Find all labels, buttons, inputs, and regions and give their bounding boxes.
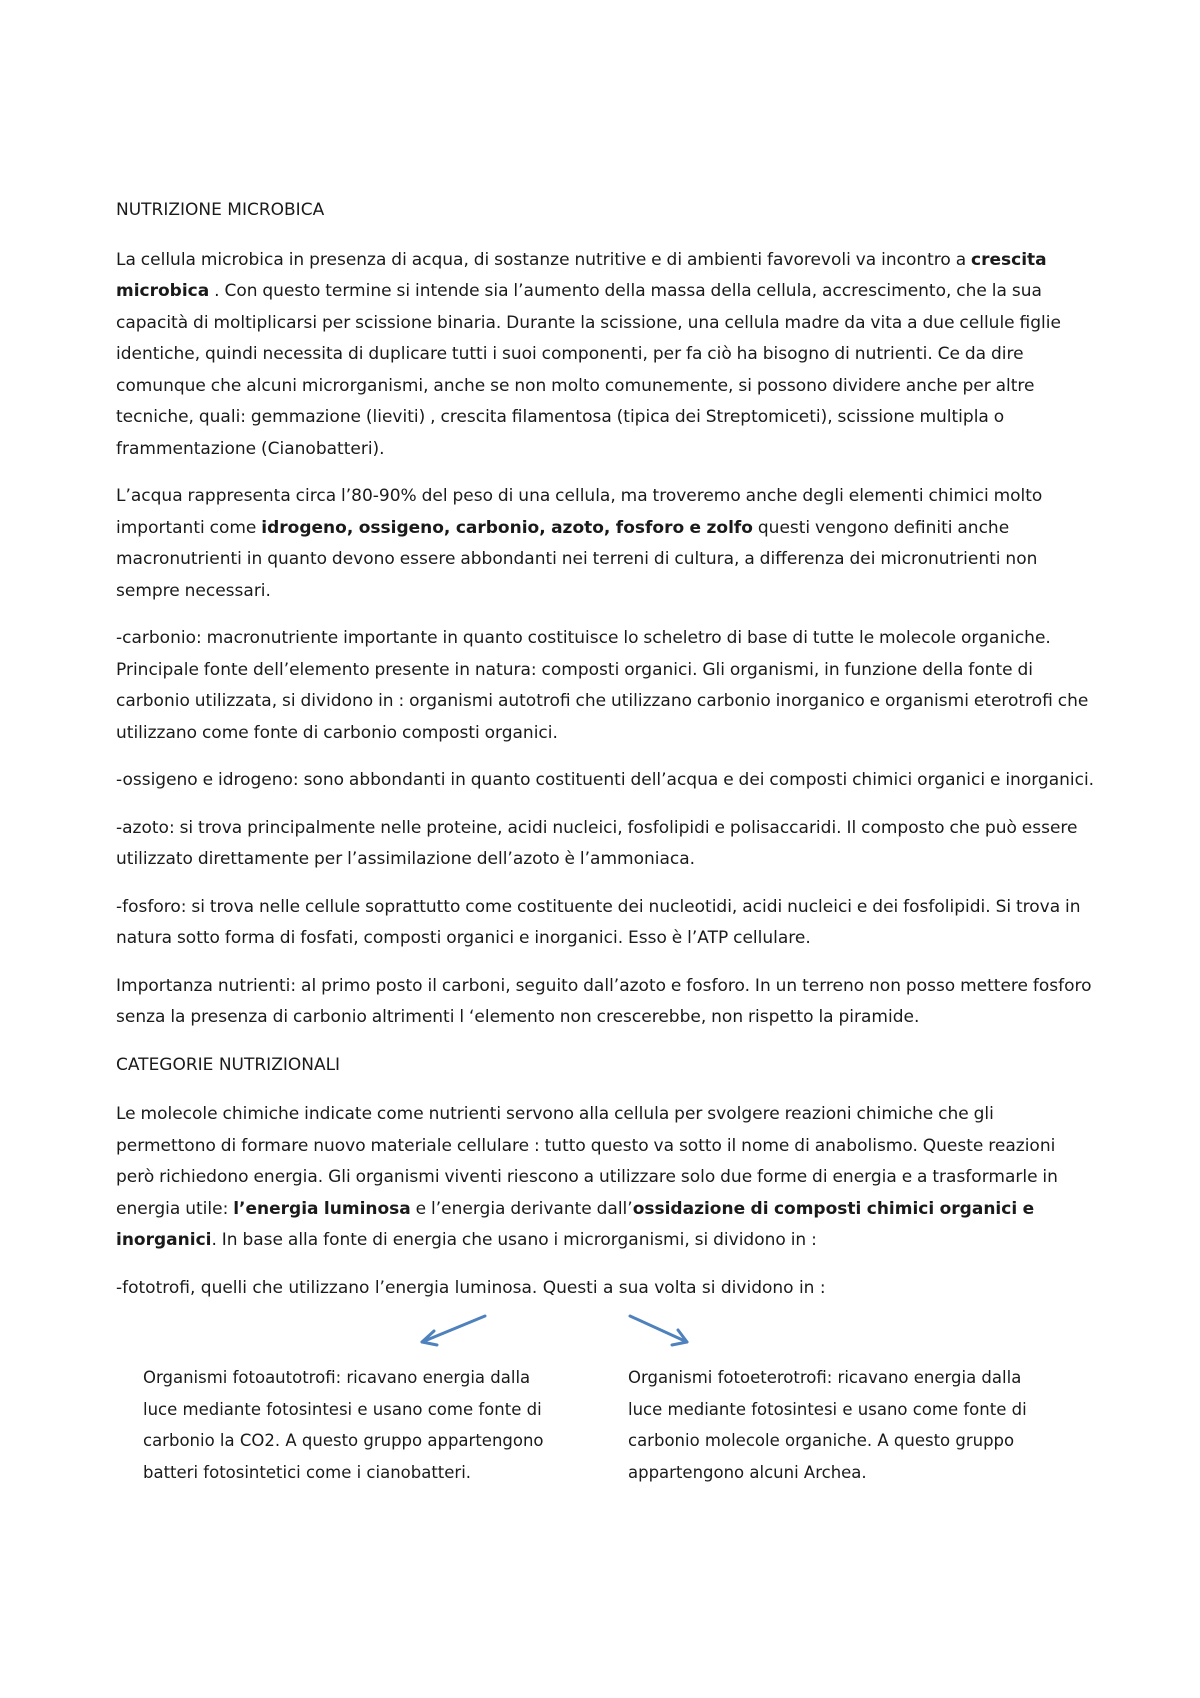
box-fotoautotrofi: Organismi fotoautotrofi: ricavano energia dalla luce mediante fotosintesi e usano come fonte di carbonio la CO2. A questo gruppo appartengono batteri fotosintetici come i cianobatteri. xyxy=(143,1368,544,1482)
paragraph-fosforo: -fosforo: si trova nelle cellule soprattutto come costituente dei nucleotidi, acidi nucleici e dei fosfolipidi. Si trova in natura sotto forma di fosfati, composti organici e inorganici. Esso è l’ATP cellulare. xyxy=(116,896,1081,948)
bold-term: l’energia luminosa xyxy=(233,1198,411,1219)
text-run: . Con questo termine si intende sia l’aumento della massa della cellula, accrescimento, che la sua capacità di moltiplicarsi per scissione binaria. Durante la scissione, una cellula madre da vita a due cellule figlie identiche, quindi necessita di duplicare tutti i suoi componenti, per fa ciò ha bisogno di nutrienti. Ce da dire comunque che alcuni microrganismi, anche se non molto comunemente, si possono dividere anche per altre tecniche, quali: gemmazione (lieviti) , crescita filamentosa (tipica dei Streptomiceti), scissione multipla o frammentazione (Cianobatteri). xyxy=(116,281,1061,459)
text-run: L’acqua rappresenta circa l’80-90% del peso di una cellula, ma troveremo anche degli elementi chimici molto importanti come xyxy=(116,486,1043,538)
arrows-svg xyxy=(116,1304,1096,1362)
section-title: CATEGORIE NUTRIZIONALI xyxy=(116,1054,341,1075)
paragraph-azoto: -azoto: si trova principalmente nelle proteine, acidi nucleici, fosfolipidi e polisaccaridi. Il composto che può essere utilizzato direttamente per l’assimilazione dell’azoto è l’ammoniaca. xyxy=(116,817,1078,869)
arrow-diagram xyxy=(116,1304,1096,1362)
left-arrow-icon xyxy=(422,1316,485,1345)
text-run: questi vengono definiti anche macronutrienti in quanto devono essere abbondanti nei terreni di cultura, a differenza dei micronutrienti non sempre necessari. xyxy=(116,517,1038,601)
paragraph-categorie xyxy=(116,1099,1096,1257)
bold-term: ossidazione di composti chimici organici e inorganici xyxy=(116,1198,1035,1250)
paragraph-ossigeno-idrogeno: -ossigeno e idrogeno: sono abbondanti in quanto costituenti dell’acqua e dei composti chimici organici e inorganici. xyxy=(116,770,1095,790)
document-body xyxy=(116,195,1096,1542)
bold-term: crescita microbica xyxy=(116,249,1047,301)
paragraph-importanza-nutrienti: Importanza nutrienti: al primo posto il carboni, seguito dall’azoto e fosforo. In un terreno non posso mettere fosforo senza la presenza di carbonio altrimenti l ‘elemento non crescerebbe, non rispetto la piramide. xyxy=(116,975,1092,1027)
text-run: . In base alla fonte di energia che usano i microrganismi, si dividono in : xyxy=(211,1230,817,1250)
category-boxes xyxy=(116,1362,1096,1542)
text-run: La cellula microbica in presenza di acqua, di sostanze nutritive e di ambienti favorevoli va incontro a xyxy=(116,249,972,270)
box-fotoeterotrofi: Organismi fotoeterotrofi: ricavano energia dalla luce mediante fotosintesi e usano come fonte di carbonio molecole organiche. A questo gruppo appartengono alcuni Archea. xyxy=(628,1368,1027,1482)
text-run: Le molecole chimiche indicate come nutrienti servono alla cellula per svolgere reazioni chimiche che gli permettono di formare nuovo materiale cellulare : tutto questo va sotto il nome di anabolismo. Queste reazioni però richiedono energia. Gli organismi viventi riescono a utilizzare solo due forme di energia e a trasformarle in energia utile: xyxy=(116,1104,1058,1219)
right-arrow-icon xyxy=(630,1316,687,1345)
document-title: NUTRIZIONE MICROBICA xyxy=(116,200,325,220)
bold-term: idrogeno, ossigeno, carbonio, azoto, fosforo e zolfo xyxy=(261,517,753,538)
paragraph-crescita xyxy=(116,245,1096,466)
paragraph-fototrofi: -fototrofi, quelli che utilizzano l’energia luminosa. Questi a sua volta si dividono in : xyxy=(116,1277,826,1298)
paragraph-acqua xyxy=(116,481,1096,607)
text-run: e l’energia derivante dall’ xyxy=(410,1198,633,1219)
paragraph-carbonio: -carbonio: macronutriente importante in quanto costituisce lo scheletro di base di tutte le molecole organiche. Principale fonte dell’elemento presente in natura: composti organici. Gli organismi, in funzione della fonte di carbonio utilizzata, si dividono in : organismi autotrofi che utilizzano carbonio inorganico e organismi eterotrofi che utilizzano come fonte di carbonio composti organici. xyxy=(116,628,1089,743)
